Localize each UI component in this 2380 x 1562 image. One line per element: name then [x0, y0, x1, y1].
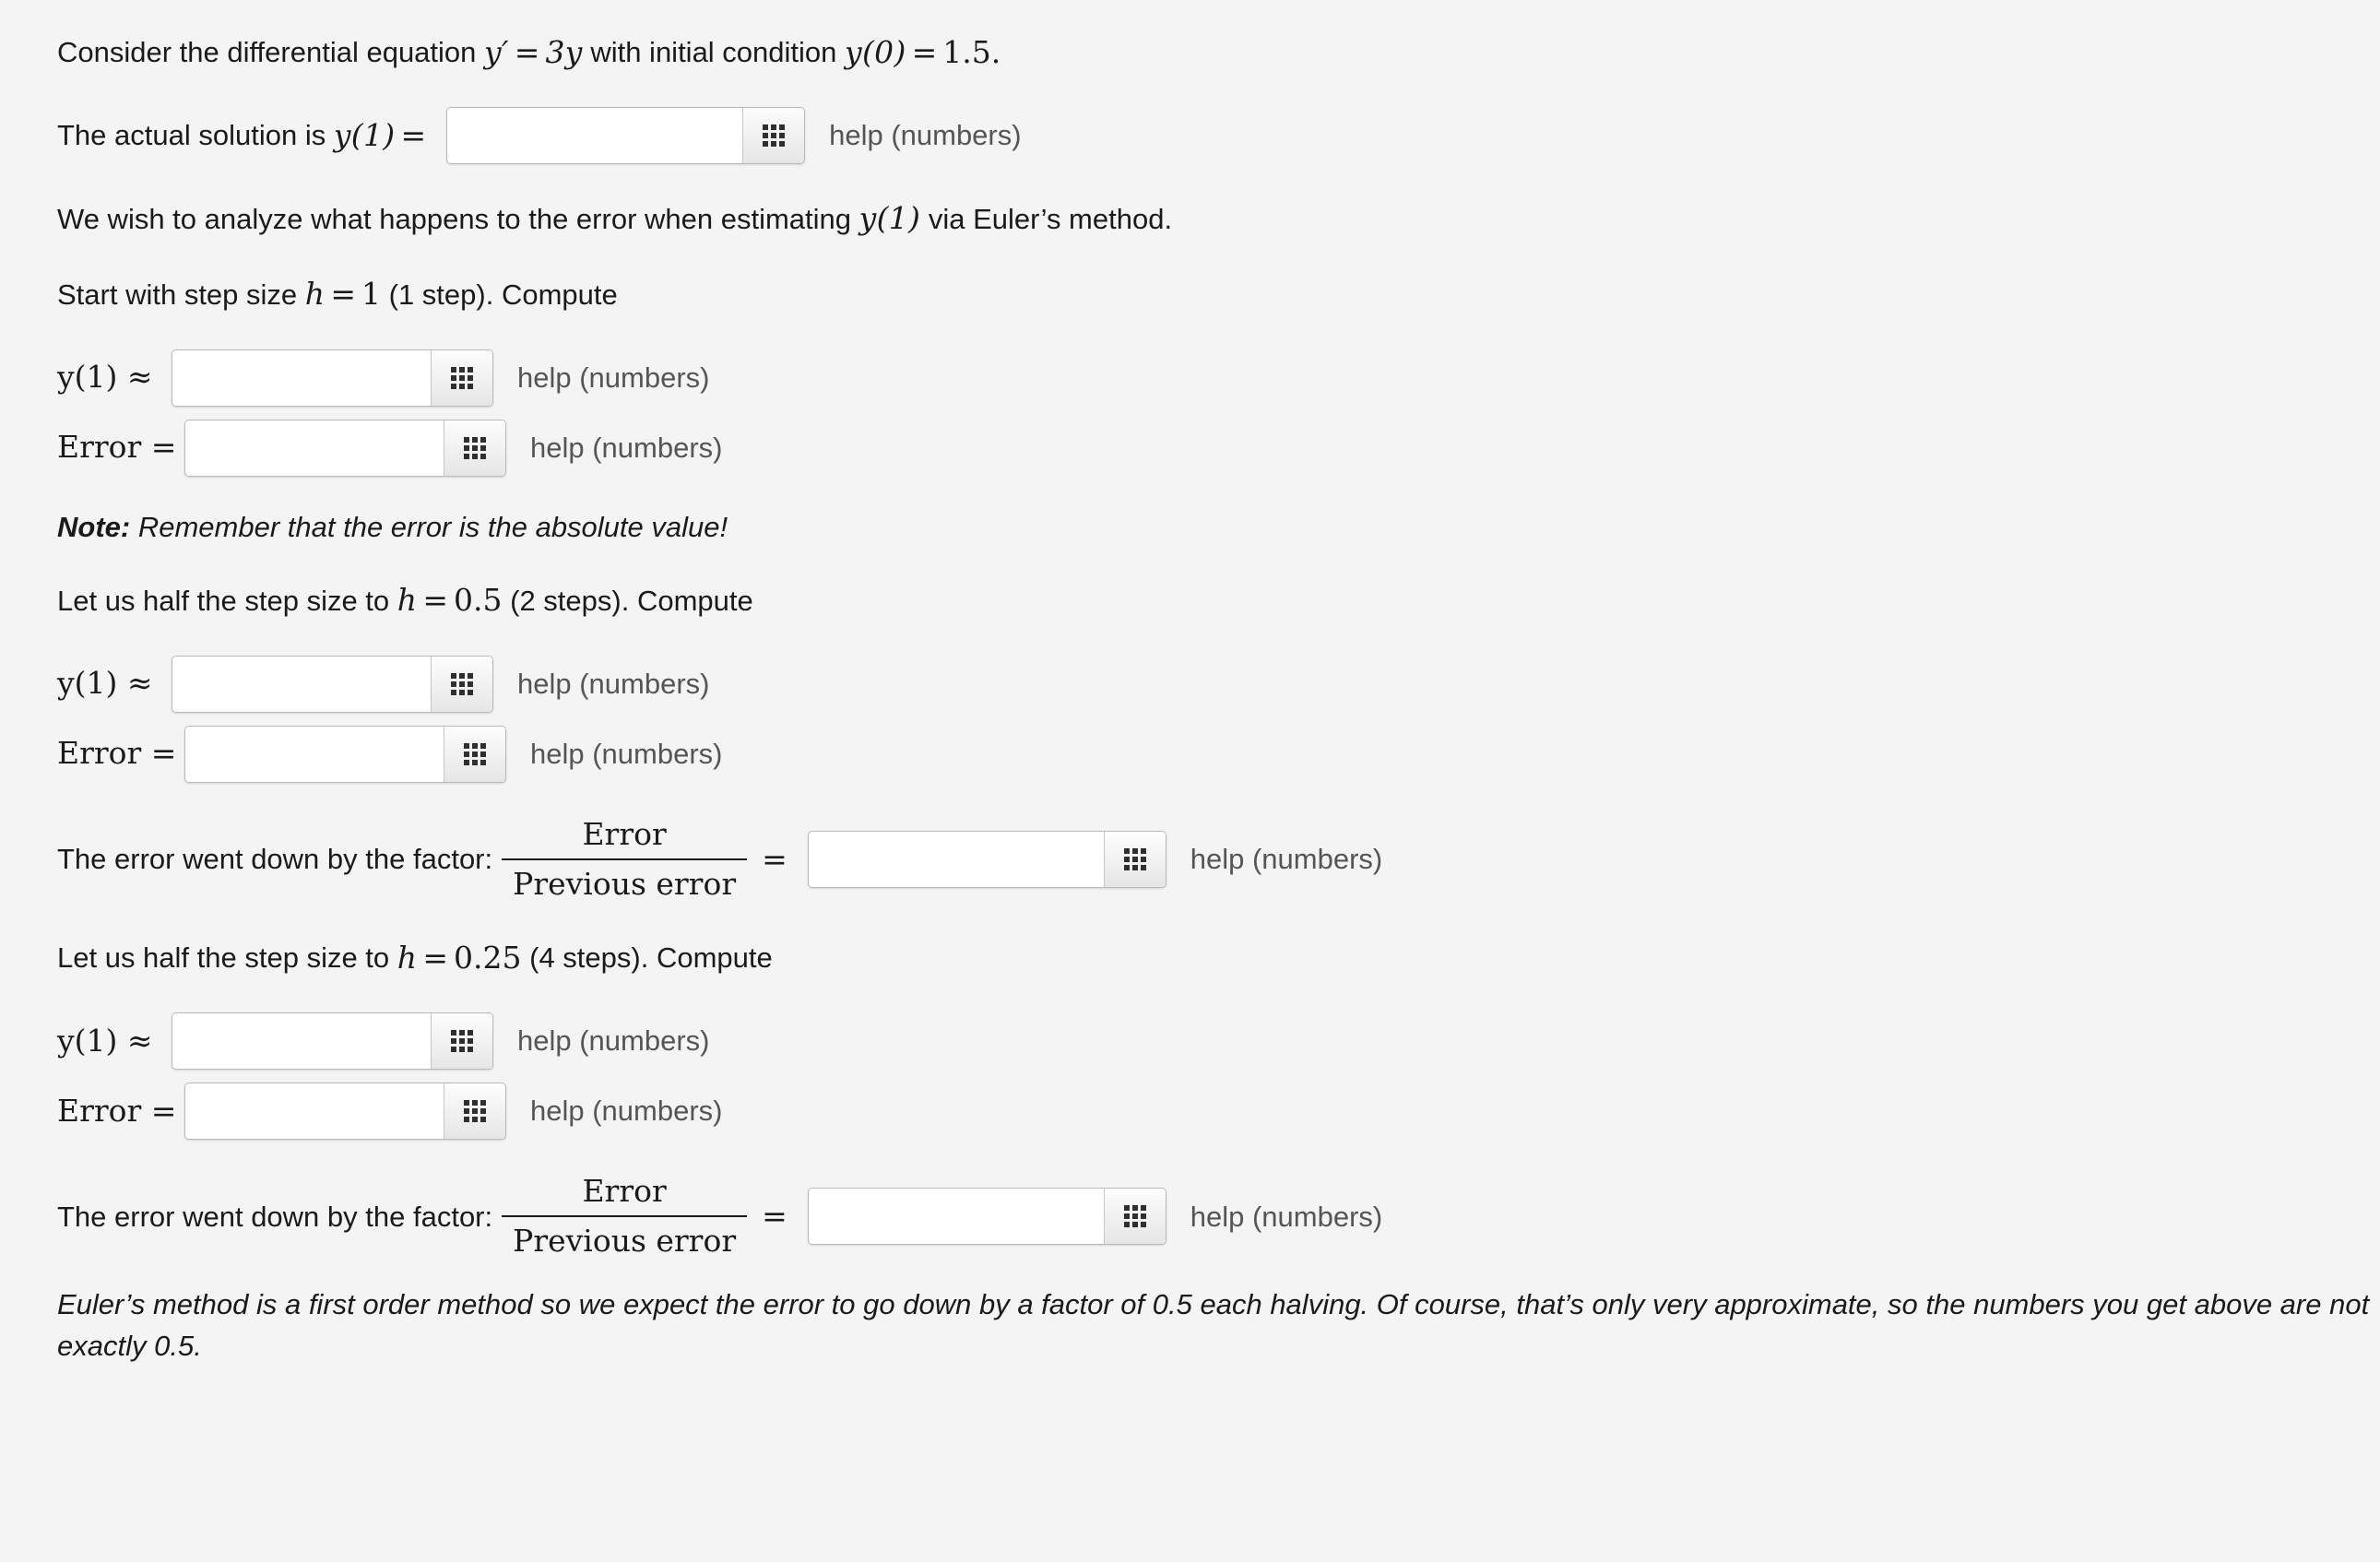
factor1-input[interactable] [809, 832, 1104, 887]
step3-approx-input[interactable] [172, 1013, 431, 1069]
factor1-fraction [502, 814, 747, 905]
step2-lead-b: (2 steps). Compute [510, 584, 753, 617]
grid-icon [464, 437, 486, 459]
step2-approx-label: y(1) ≈ [57, 665, 153, 702]
step2-equals: = [422, 582, 449, 619]
step3-error-keypad-button[interactable] [444, 1083, 505, 1139]
grid-icon [1124, 1205, 1146, 1227]
step2-error-help-link[interactable]: help (numbers) [530, 737, 723, 770]
actual-solution-input[interactable] [447, 108, 742, 163]
factor2-field[interactable] [808, 1188, 1166, 1245]
step3-equals: = [422, 939, 449, 976]
actual-solution-help-link[interactable]: help (numbers) [829, 119, 1022, 152]
intro-prefix: Consider the differential equation [57, 36, 477, 69]
actual-solution-math: y(1) [333, 117, 396, 154]
step3-h: h [397, 939, 418, 976]
step1-lead-a: Start with step size [57, 278, 298, 311]
factor1-denominator: Previous error [502, 858, 747, 905]
step1-error-row [57, 420, 2380, 477]
step2-approx-field[interactable] [172, 656, 493, 713]
factor1-numerator: Error [582, 815, 667, 852]
step1-h-value: 1 [361, 276, 381, 313]
step3-lead-b: (4 steps). Compute [529, 941, 773, 975]
step1-error-keypad-button[interactable] [444, 420, 505, 476]
step1-approx-help-link[interactable]: help (numbers) [517, 361, 710, 394]
step2-h: h [397, 582, 418, 619]
grid-icon [451, 673, 473, 695]
step2-error-input[interactable] [185, 727, 444, 782]
step1-approx-row [57, 349, 2380, 407]
factor1-help-link[interactable]: help (numbers) [1190, 843, 1383, 876]
factor2-fraction [502, 1171, 747, 1262]
step1-lead [57, 273, 2380, 315]
actual-solution-field[interactable] [446, 107, 805, 164]
step3-error-label: Error = [57, 1092, 177, 1129]
step2-approx-row [57, 656, 2380, 713]
step1-equals: = [330, 276, 356, 313]
step3-lead-a: Let us half the step size to [57, 941, 390, 975]
factor2-row [57, 1171, 2380, 1262]
analysis-math: y(1) [858, 200, 921, 237]
grid-icon [464, 743, 486, 765]
step3-approx-label: y(1) ≈ [57, 1022, 153, 1059]
factor2-help-link[interactable]: help (numbers) [1190, 1200, 1383, 1233]
actual-solution-keypad-button[interactable] [742, 108, 804, 163]
step2-error-label: Error = [57, 735, 177, 772]
analysis-text-b: via Euler’s method. [928, 202, 1173, 235]
step3-error-row [57, 1083, 2380, 1140]
factor1-row [57, 814, 2380, 905]
analysis-statement [57, 197, 2380, 240]
step3-approx-row [57, 1012, 2380, 1070]
step1-h: h [304, 276, 326, 313]
step2-lead-a: Let us half the step size to [57, 584, 390, 617]
intro-statement [57, 31, 2380, 74]
actual-solution-row [57, 107, 2380, 164]
factor2-equals: = [762, 1198, 787, 1235]
note-row [57, 508, 2380, 547]
step2-approx-keypad-button[interactable] [431, 657, 492, 712]
step3-approx-keypad-button[interactable] [431, 1013, 492, 1069]
grid-icon [464, 1100, 486, 1122]
step3-error-input[interactable] [185, 1083, 444, 1139]
note-text: Remember that the error is the absolute value! [137, 510, 728, 543]
step3-error-field[interactable] [184, 1083, 506, 1140]
step2-error-keypad-button[interactable] [444, 727, 505, 782]
step2-approx-help-link[interactable]: help (numbers) [517, 667, 710, 700]
actual-solution-equals: = [400, 117, 427, 154]
step1-approx-field[interactable] [172, 349, 493, 407]
note-label: Note: [57, 510, 131, 543]
intro-equals: = [514, 34, 540, 70]
grid-icon [451, 1030, 473, 1052]
step2-approx-input[interactable] [172, 657, 431, 712]
closing-remark: Euler’s method is a first order method so we expect the error to go down by a factor of 0.5 each halving. Of course, that’s only very approximate, so the numbers you get above are not exactly 0.5. [57, 1287, 2370, 1362]
intro-rhs: 3y [545, 34, 583, 70]
grid-icon [1124, 848, 1146, 870]
step1-error-field[interactable] [184, 420, 506, 477]
analysis-text-a: We wish to analyze what happens to the error when estimating [57, 202, 852, 235]
step1-approx-keypad-button[interactable] [431, 350, 492, 406]
intro-y-prime: y′ [484, 34, 509, 70]
step1-approx-label: y(1) ≈ [57, 359, 153, 396]
step2-error-row [57, 726, 2380, 783]
factor1-field[interactable] [808, 831, 1166, 888]
grid-icon [451, 367, 473, 389]
factor2-keypad-button[interactable] [1104, 1189, 1166, 1244]
intro-period: . [990, 34, 1001, 70]
intro-initial-equals: = [911, 34, 938, 70]
step3-h-value: 0.25 [454, 939, 522, 976]
step3-approx-help-link[interactable]: help (numbers) [517, 1024, 710, 1057]
step1-lead-b: (1 step). Compute [388, 278, 618, 311]
step1-error-label: Error = [57, 429, 177, 466]
intro-initial-lhs: y(0) [845, 34, 906, 70]
step1-error-input[interactable] [185, 420, 444, 476]
factor2-denominator: Previous error [502, 1215, 747, 1262]
intro-initial-value: 1.5 [942, 34, 991, 70]
step1-approx-input[interactable] [172, 350, 431, 406]
step3-approx-field[interactable] [172, 1012, 493, 1070]
intro-middle: with initial condition [590, 36, 837, 69]
factor1-equals: = [762, 840, 787, 877]
step3-lead [57, 937, 2380, 979]
factor1-text: The error went down by the factor: [57, 843, 493, 876]
step3-error-help-link[interactable]: help (numbers) [530, 1094, 723, 1127]
grid-icon [763, 124, 785, 147]
step2-h-value: 0.5 [454, 582, 503, 619]
factor1-keypad-button[interactable] [1104, 832, 1166, 887]
factor2-numerator: Error [582, 1172, 667, 1209]
step2-lead [57, 579, 2380, 621]
actual-solution-label: The actual solution is [57, 119, 326, 152]
step1-error-help-link[interactable]: help (numbers) [530, 431, 723, 464]
factor2-text: The error went down by the factor: [57, 1200, 493, 1233]
step2-error-field[interactable] [184, 726, 506, 783]
factor2-input[interactable] [809, 1189, 1104, 1244]
